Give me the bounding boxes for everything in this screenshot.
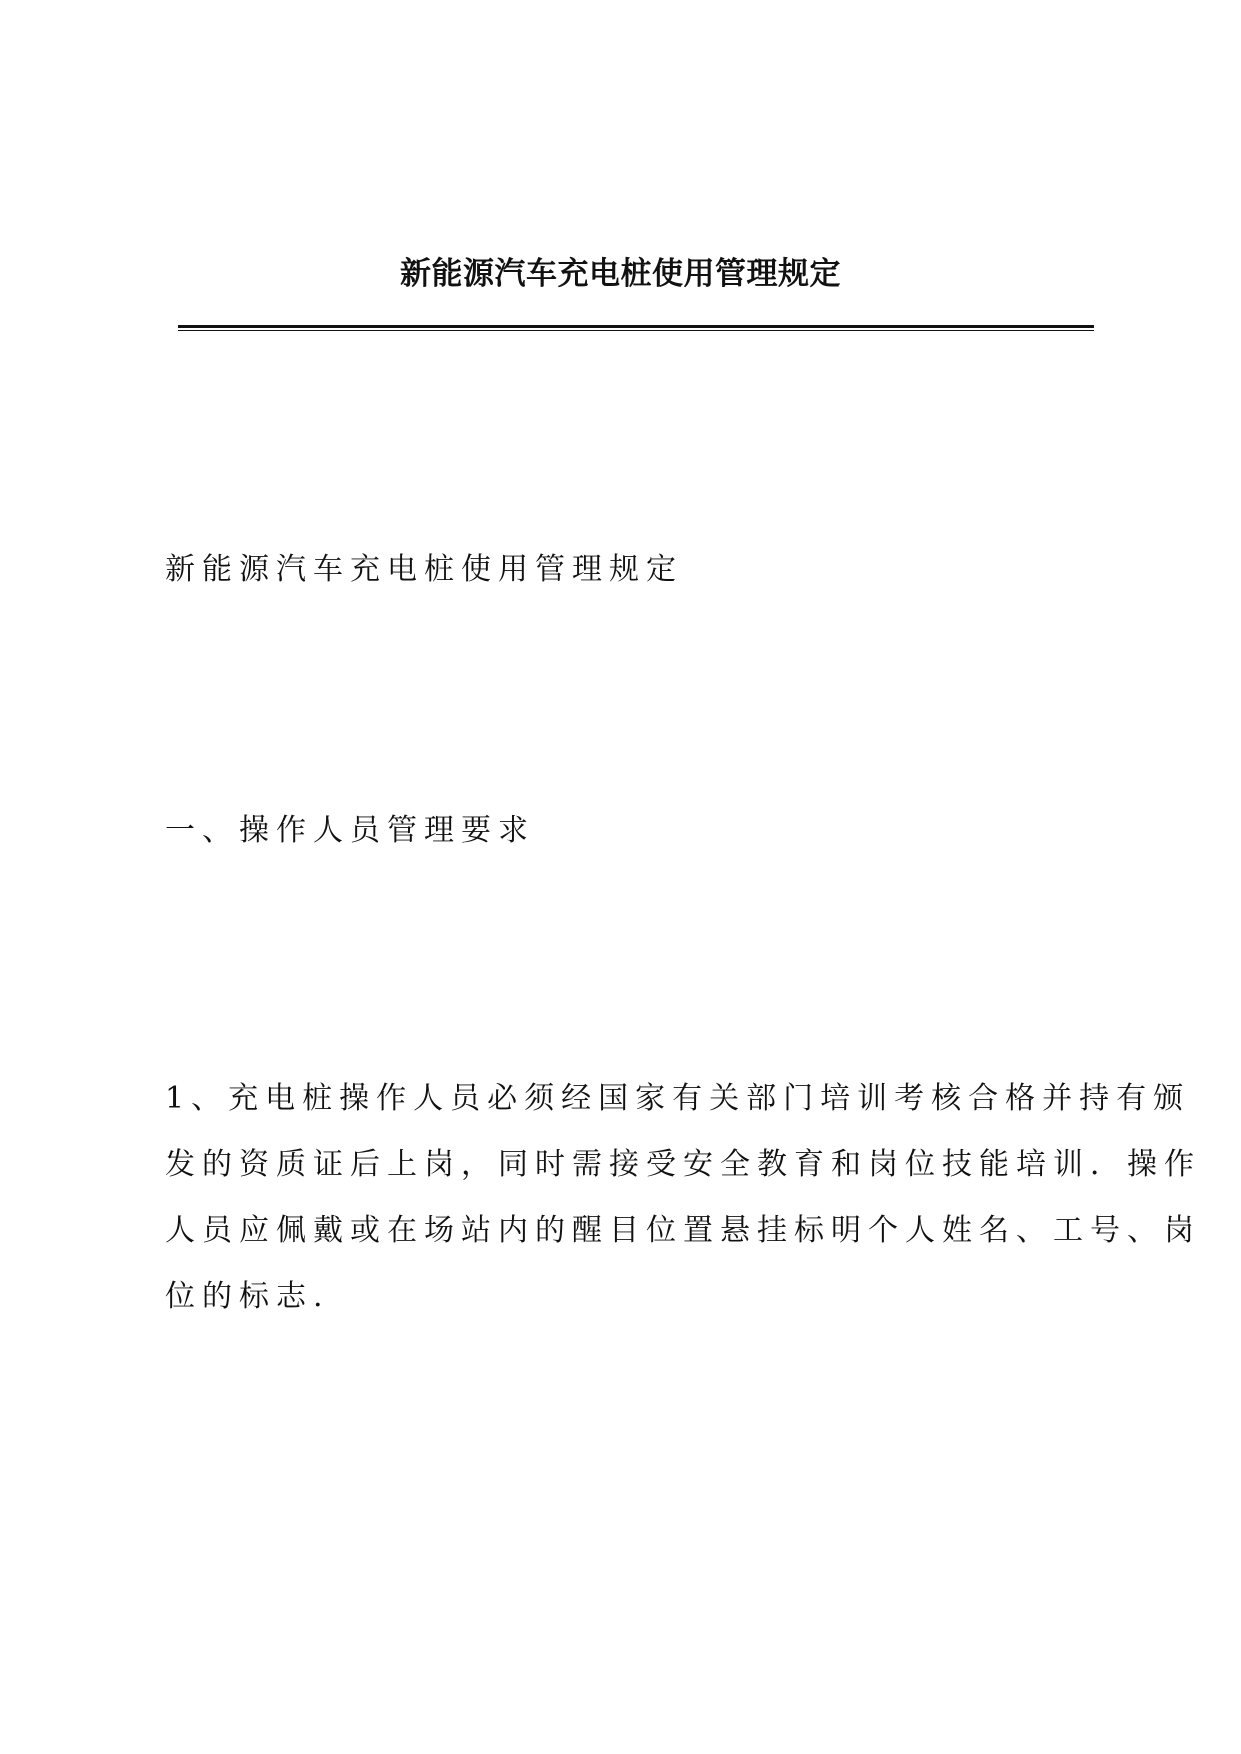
document-title: 新能源汽车充电桩使用管理规定 bbox=[165, 552, 683, 587]
paragraph-line: 人员应佩戴或在场站内的醒目位置悬挂标明个人姓名、工号、岗 bbox=[165, 1213, 1201, 1248]
header-divider bbox=[178, 325, 1094, 331]
paragraph-line: 1、充电桩操作人员必须经国家有关部门培训考核合格并持有颁 bbox=[165, 1081, 1191, 1116]
page-header-title: 新能源汽车充电桩使用管理规定 bbox=[400, 256, 841, 292]
paragraph-line: 位的标志. bbox=[165, 1279, 330, 1314]
paragraph-1 bbox=[165, 1066, 1201, 1330]
paragraph-line: 发的资质证后上岗，同时需接受安全教育和岗位技能培训．操作 bbox=[165, 1147, 1201, 1182]
section-heading: 一、操作人员管理要求 bbox=[165, 813, 535, 848]
